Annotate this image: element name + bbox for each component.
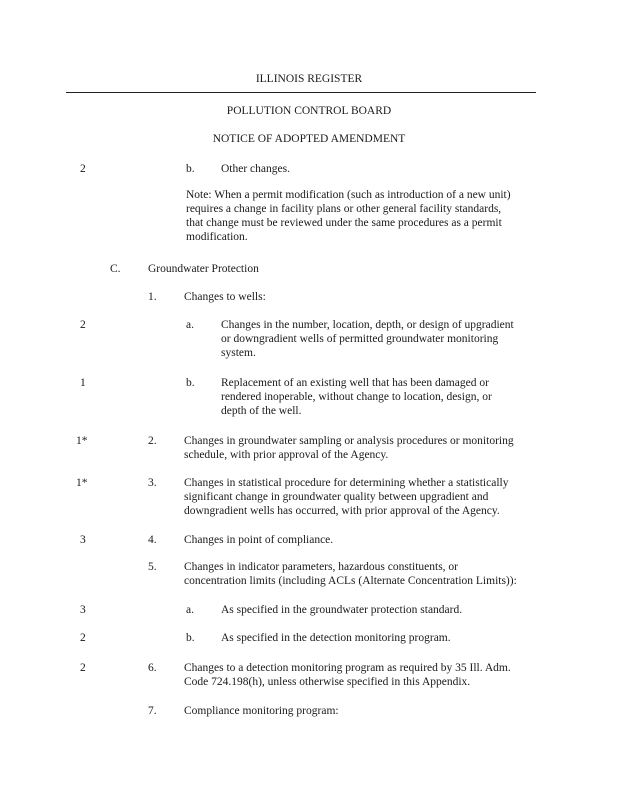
item-text <box>221 318 514 360</box>
class-marker: 3 <box>80 604 86 616</box>
item-number: 7. <box>148 705 157 717</box>
text-line: Changes in statistical procedure for determining whether a statistically <box>184 477 509 489</box>
item-number: 5. <box>148 561 157 573</box>
item-sub-letter: b. <box>186 163 195 175</box>
class-marker: 2 <box>80 319 86 331</box>
board-name: POLLUTION CONTROL BOARD <box>226 105 392 117</box>
text-line: significant change in groundwater quality between upgradient and <box>184 491 489 503</box>
class-marker: 2 <box>80 163 86 175</box>
section-letter: C. <box>110 263 121 275</box>
text-line: or downgradient wells of permitted groundwater monitoring <box>221 333 499 345</box>
text-line: Changes to wells: <box>184 291 266 303</box>
text-line: Compliance monitoring program: <box>184 705 339 717</box>
text-line: downgradient wells has occurred, with prior approval of the Agency. <box>184 505 500 517</box>
text-line: Note: When a permit modification (such as introduction of a new unit) <box>186 189 511 201</box>
item-sub-letter: a. <box>186 604 194 616</box>
item-number: 4. <box>148 534 157 546</box>
item-text <box>184 434 514 462</box>
class-marker: 2 <box>80 632 86 644</box>
text-line: Changes in groundwater sampling or analysis procedures or monitoring <box>184 435 514 447</box>
text-line: Groundwater Protection <box>148 263 259 275</box>
text-line: Code 724.198(h), unless otherwise specified in this Appendix. <box>184 676 471 688</box>
text-line: depth of the well. <box>221 405 302 417</box>
item-sub-letter: b. <box>186 632 195 644</box>
item-number: 2. <box>148 435 157 447</box>
text-line: Changes in indicator parameters, hazardous constituents, or <box>184 561 459 573</box>
item-sub-letter: a. <box>186 319 194 331</box>
text-line: rendered inoperable, without change to location, design, or <box>221 391 492 403</box>
text-line: system. <box>221 347 256 359</box>
section-heading <box>148 262 259 276</box>
item-text <box>184 661 511 689</box>
header-rule <box>66 92 536 93</box>
text-line: As specified in the detection monitoring program. <box>221 632 451 644</box>
notice-title: NOTICE OF ADOPTED AMENDMENT <box>212 133 406 145</box>
text-line: Other changes. <box>221 163 290 175</box>
item-text <box>184 533 333 547</box>
class-marker: 1 <box>80 377 86 389</box>
item-number: 3. <box>148 477 157 489</box>
item-sub-letter: b. <box>186 377 195 389</box>
text-line: that change must be reviewed under the same procedures as a permit <box>186 217 502 229</box>
class-marker: 1* <box>76 477 88 489</box>
text-line: requires a change in facility plans or other general facility standards, <box>186 203 502 215</box>
item-text <box>221 162 290 176</box>
text-line: As specified in the groundwater protection standard. <box>221 604 463 616</box>
class-marker: 1* <box>76 435 88 447</box>
item-text <box>221 631 451 645</box>
text-line: Changes in the number, location, depth, or design of upgradient <box>221 319 514 331</box>
class-marker: 2 <box>80 662 86 674</box>
item-text <box>184 560 517 588</box>
item-number: 6. <box>148 662 157 674</box>
item-text <box>184 476 508 518</box>
item-text <box>184 704 339 718</box>
item-text <box>221 603 462 617</box>
text-line: modification. <box>186 231 248 243</box>
item-number: 1. <box>148 291 157 303</box>
text-line: Changes in point of compliance. <box>184 534 334 546</box>
text-line: concentration limits (including ACLs (Alternate Concentration Limits)): <box>184 575 517 587</box>
register-title: ILLINOIS REGISTER <box>255 73 363 85</box>
note-text <box>186 188 511 244</box>
text-line: schedule, with prior approval of the Agency. <box>184 449 389 461</box>
item-text <box>184 290 266 304</box>
class-marker: 3 <box>80 534 86 546</box>
item-text <box>221 376 492 418</box>
text-line: Replacement of an existing well that has been damaged or <box>221 377 489 389</box>
text-line: Changes to a detection monitoring program as required by 35 Ill. Adm. <box>184 662 511 674</box>
